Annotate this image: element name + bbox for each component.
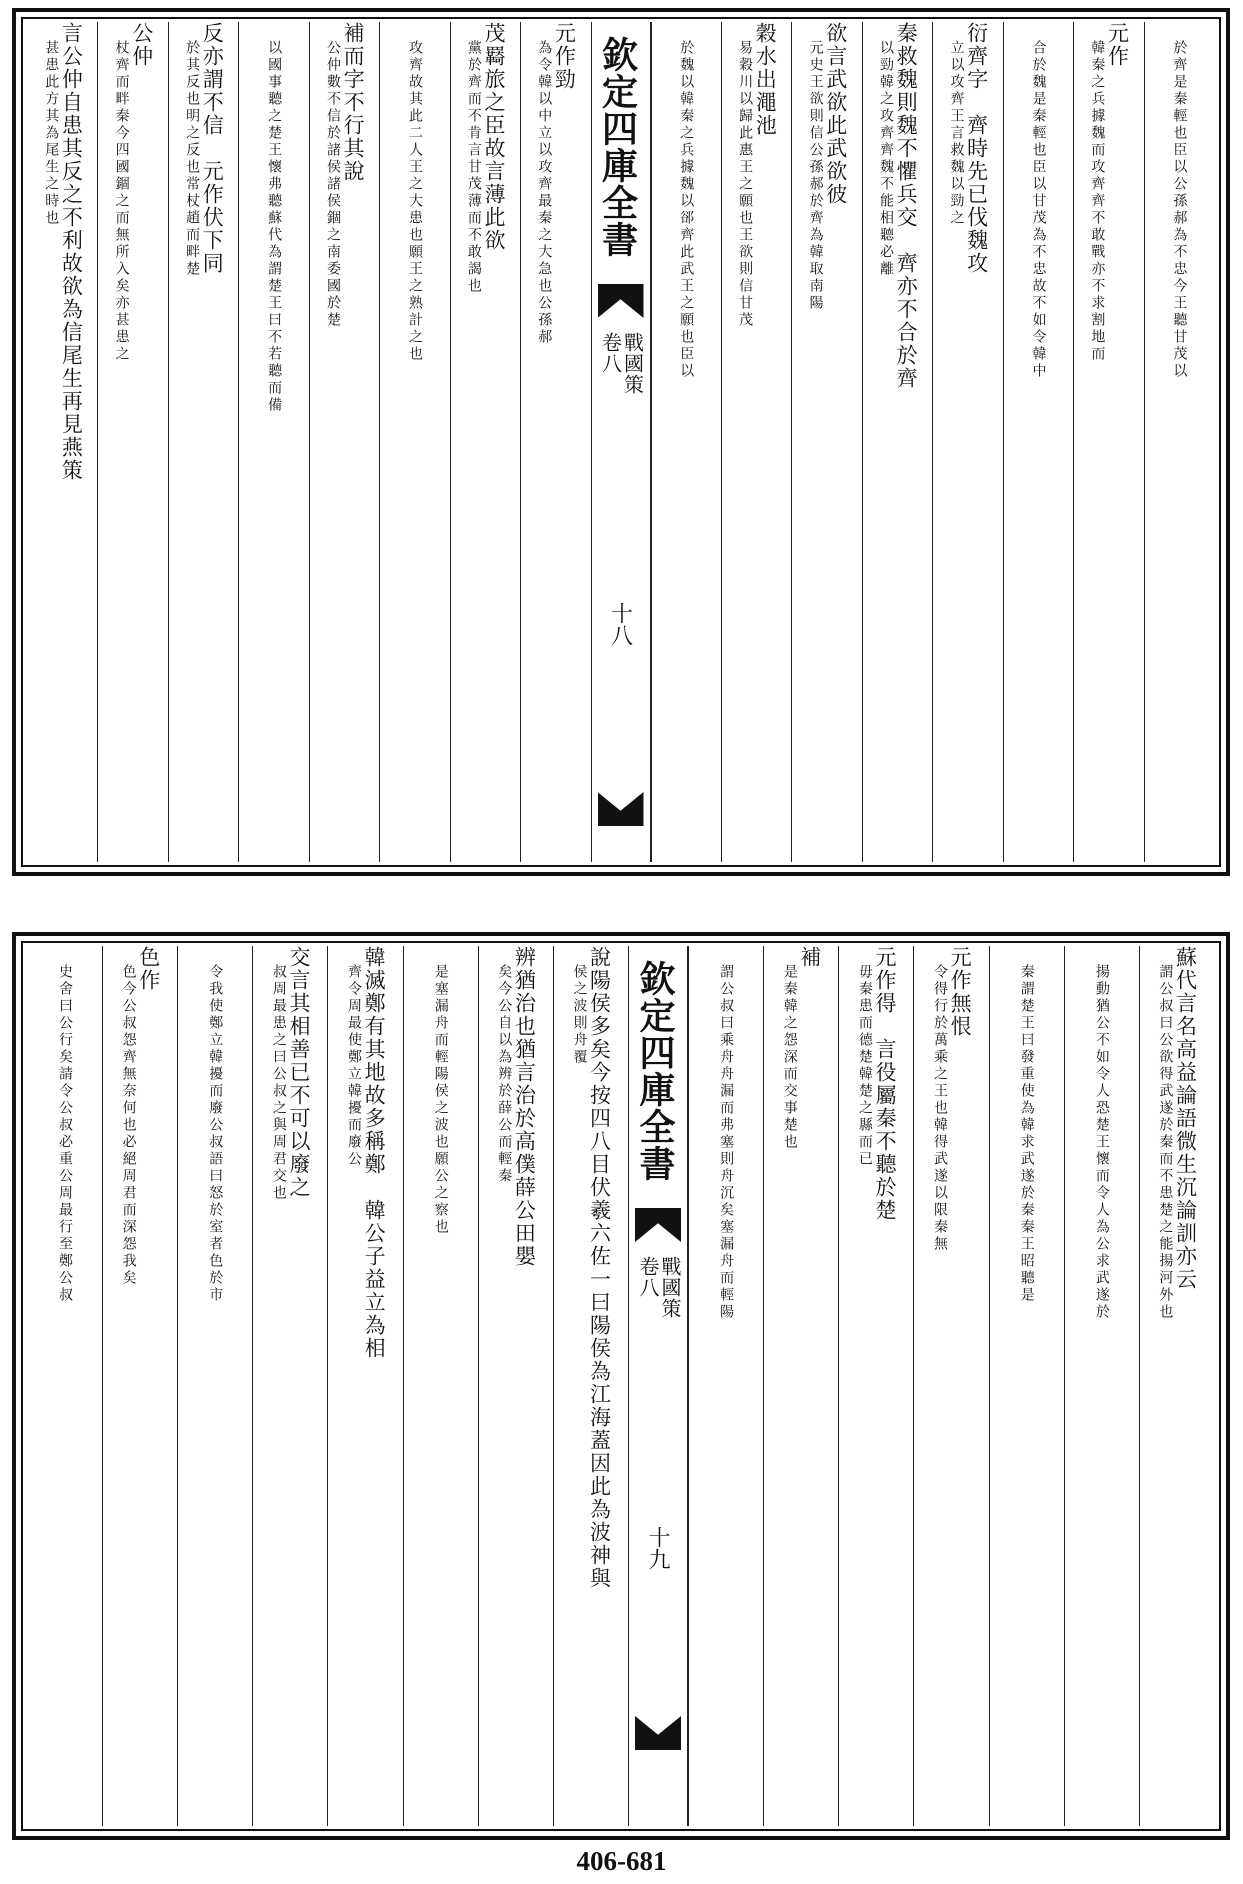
main-text: 合於魏是秦輕也臣以甘茂為不忠故不如令韓中 xyxy=(1030,40,1047,380)
text-column xyxy=(450,22,520,862)
annotation-note: 公仲 xyxy=(129,22,154,68)
annotation-note: 交言其相善已不可以廢之 xyxy=(286,946,311,1199)
main-text: 於魏以韓秦之兵據魏以郤齊此武王之願也臣以 xyxy=(678,40,695,380)
volume-name: 卷八 xyxy=(636,1256,661,1298)
banner-title: 欽定四庫全書 xyxy=(596,36,639,258)
text-column xyxy=(403,946,478,1826)
banner-page-number: 十九 xyxy=(645,1526,671,1570)
text-column xyxy=(1064,946,1139,1826)
text-column xyxy=(168,22,238,862)
main-text: 叔周最患之曰公叔之與周君交也 xyxy=(270,964,287,1202)
main-text: 是秦韓之怨深而交事楚也 xyxy=(781,964,798,1151)
annotation-note: 反亦謂不信 元作伏下同 xyxy=(200,22,225,275)
text-column xyxy=(838,946,913,1826)
text-column xyxy=(177,946,252,1826)
main-text: 是塞漏舟而輕陽侯之波也願公之察也 xyxy=(432,964,449,1236)
text-column xyxy=(478,946,553,1826)
text-column xyxy=(913,946,988,1826)
text-column xyxy=(791,22,861,862)
text-column xyxy=(102,946,177,1826)
text-column xyxy=(932,22,1002,862)
annotation-note: 補 xyxy=(797,946,822,969)
text-column xyxy=(862,22,932,862)
fishtail-ornament-top xyxy=(635,1208,681,1242)
main-text: 毋秦患而德楚韓楚之縣而已 xyxy=(856,964,873,1168)
top-columns xyxy=(28,22,1214,862)
annotation-note: 補而字不行其說 xyxy=(341,22,366,183)
bottom-page xyxy=(12,932,1230,1840)
annotation-note: 元作得 言役屬秦不聽於楚 xyxy=(872,946,897,1222)
text-column xyxy=(553,946,628,1826)
main-text: 令得行於萬乘之王也韓得武遂以限秦無 xyxy=(932,964,948,1253)
text-column xyxy=(1139,946,1214,1826)
volume-name: 卷八 xyxy=(598,332,623,374)
annotation-note: 言公仲自患其反之不利故欲為信尾生再見燕策 xyxy=(59,22,84,482)
annotation-note: 元作 xyxy=(1105,22,1130,68)
main-text: 令我使鄭立韓擾而廢公叔語曰怒於室者色於市 xyxy=(207,964,224,1304)
text-column xyxy=(651,22,721,862)
text-column xyxy=(238,22,308,862)
text-column xyxy=(1073,22,1143,862)
main-text: 揚動猶公不如令人恐楚王懷而令人為公求武遂於 xyxy=(1093,964,1110,1321)
text-column xyxy=(721,22,791,862)
text-column xyxy=(520,22,590,862)
text-column xyxy=(28,946,102,1826)
center-banner xyxy=(591,22,651,862)
annotation-note: 韓滅鄭有其地故多稱鄭 韓公子益立為相 xyxy=(362,946,387,1360)
main-text: 公仲數不信於諸侯諸侯錮之南委國於楚 xyxy=(324,40,341,329)
main-text: 杖齊而畔秦今四國錮之而無所入矣亦甚患之 xyxy=(113,40,130,363)
fishtail-ornament-top xyxy=(598,284,644,318)
text-column xyxy=(97,22,167,862)
main-text: 攻齊故其此二人王之大患也願王之熟計之也 xyxy=(406,40,423,363)
text-column xyxy=(252,946,327,1826)
main-text: 易穀川以歸此惠王之願也王欲則信甘茂 xyxy=(737,40,754,329)
annotation-note: 蘇代言名高益論語微生沉論訓亦云 xyxy=(1173,946,1198,1291)
main-text: 謂公叔曰乘舟舟漏而弗塞則舟沉矣塞漏舟而輕陽 xyxy=(718,964,735,1321)
main-text: 為令韓以中立以攻齊最秦之大急也公孫郝 xyxy=(536,40,553,346)
main-text: 史舍曰公行矣請令公叔必重公周最行至鄭公叔 xyxy=(57,964,73,1304)
annotation-note: 欲言武欲此武欲彼 xyxy=(823,22,848,206)
text-column xyxy=(1003,22,1073,862)
main-text: 矣今公自以為辨於薛公而輕秦 xyxy=(496,964,513,1185)
main-text: 侯之波則舟覆 xyxy=(571,964,588,1066)
center-banner xyxy=(628,946,688,1826)
bottom-columns xyxy=(28,946,1214,1826)
annotation-note: 秦救魏則魏不懼兵交 齊亦不合於齊 xyxy=(894,22,919,390)
annotation-note: 穀水出澠池 xyxy=(753,22,778,137)
annotation-note: 茂羇旅之臣故言薄此欲 xyxy=(481,22,506,252)
main-text: 於其反也明之反也常杖趙而畔楚 xyxy=(184,40,201,278)
main-text: 以國事聽之楚王懷弗聽蘇代為謂楚王曰不若聽而備 xyxy=(266,40,283,414)
top-page xyxy=(12,8,1230,876)
main-text: 元史王欲則信公孫郝於齊為韓取南陽 xyxy=(807,40,824,312)
main-text: 齊令周最使鄭立韓擾而廢公 xyxy=(346,964,363,1168)
fishtail-ornament-bottom xyxy=(635,1716,681,1750)
fishtail-ornament-bottom xyxy=(598,792,644,826)
page-number: 406-681 xyxy=(576,1846,667,1876)
text-column xyxy=(28,22,97,862)
text-column xyxy=(379,22,449,862)
banner-title: 欽定四庫全書 xyxy=(634,960,677,1182)
text-column xyxy=(989,946,1064,1826)
banner-page-number: 十八 xyxy=(607,602,633,646)
main-text: 黨於齊而不肯言甘茂薄而不敢謁也 xyxy=(465,40,482,295)
banner-book-volume xyxy=(600,332,644,395)
book-name: 戰國策 xyxy=(658,1256,683,1319)
annotation-note: 元作無恨 xyxy=(948,946,973,1038)
main-text: 甚患此方其為尾生之時也 xyxy=(43,40,60,227)
text-column xyxy=(327,946,402,1826)
annotation-note: 色作 xyxy=(136,946,161,992)
text-column xyxy=(688,946,763,1826)
main-text: 於齊是秦輕也臣以公孫郝為不忠今王聽甘茂以 xyxy=(1171,40,1188,380)
main-text: 立以攻齊王言救魏以勁之 xyxy=(948,40,965,227)
annotation-note: 說陽侯多矣今按四八目伏羲六佐一曰陽侯為江海蓋因此為波神與 xyxy=(587,946,612,1590)
annotation-note: 辨猶治也猶言治於高僕薛公田嬰 xyxy=(512,946,537,1268)
main-text: 色今公叔怨齊無奈何也必絕周君而深怨我矣 xyxy=(120,964,137,1287)
annotation-note: 元作勁 xyxy=(552,22,577,91)
main-text: 謂公叔曰公欲得武遂於秦而不患楚之能揚河外也 xyxy=(1157,964,1174,1321)
book-name: 戰國策 xyxy=(620,332,645,395)
text-column xyxy=(763,946,838,1826)
text-column xyxy=(1144,22,1214,862)
annotation-note: 衍齊字 齊時先已伐魏攻 xyxy=(964,22,989,275)
banner-book-volume xyxy=(637,1256,681,1319)
main-text: 韓秦之兵據魏而攻齊齊不敢戰亦不求割地而 xyxy=(1089,40,1106,363)
main-text: 以勁韓之攻齊齊魏不能相聽必離 xyxy=(878,40,895,278)
main-text: 秦謂楚王曰發重使為韓求武遂於秦秦王昭聽是 xyxy=(1018,964,1035,1304)
text-column xyxy=(309,22,379,862)
